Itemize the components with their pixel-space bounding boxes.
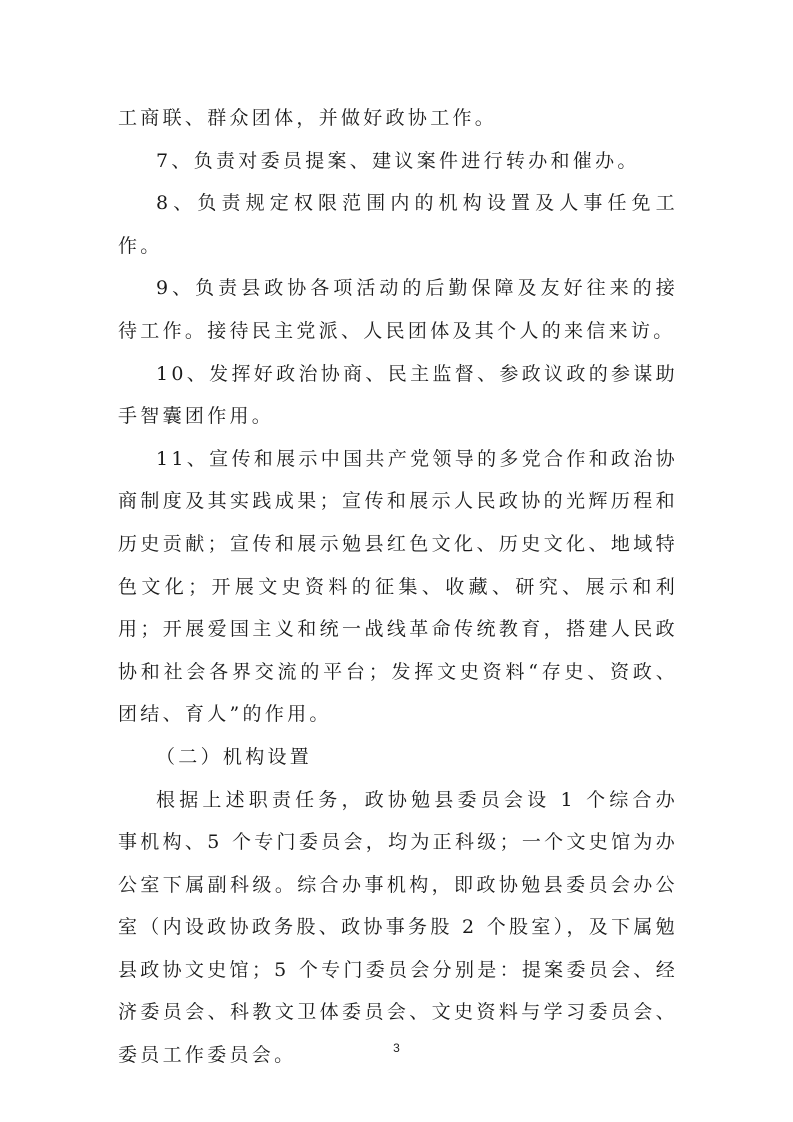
paragraph-item-9: 9、负责县政协各项活动的后勤保障及友好往来的接待工作。接待民主党派、人民团体及其个人的来信来访。 (118, 277, 678, 342)
paragraph-item-7: 7、负责对委员提案、建议案件进行转办和催办。 (156, 149, 640, 172)
paragraph-organization: 根据上述职责任务，政协勉县委员会设 1 个综合办事机构、5 个专门委员会，均为正科级；一个文史馆为办公室下属副科级。综合办事机构，即政协勉县委员会办公室（内设政协政务股、政协事务股 2 个股室），及下属勉县政协文史馆；5 个专门委员会分别是：提案委员会、经济委员会、科教文卫体委员会、文史资料与学习委员会、委员工作委员会。 (118, 788, 678, 1067)
paragraph-item-8: 8、负责规定权限范围内的机构设置及人事任免工作。 (118, 192, 678, 257)
paragraph-item-10: 10、发挥好政治协商、民主监督、参政议政的参谋助手智囊团作用。 (118, 362, 678, 428)
paragraph-continuation: 工商联、群众团体，并做好政协工作。 (118, 107, 498, 129)
section-heading: （二）机构设置 (156, 745, 313, 768)
paragraph-item-11: 11、宣传和展示中国共产党领导的多党合作和政治协商制度及其实践成果；宣传和展示人民政协的光辉历程和历史贡献；宣传和展示勉县红色文化、历史文化、地域特色文化；开展文史资料的征集、收藏、研究、展示和利用；开展爱国主义和统一战线革命传统教育，搭建人民政协和社会各界交流的平台；发挥文史资料“存史、资政、团结、育人”的作用。 (118, 447, 678, 726)
page-number: 3 (393, 1041, 400, 1055)
body-text (118, 97, 678, 1077)
